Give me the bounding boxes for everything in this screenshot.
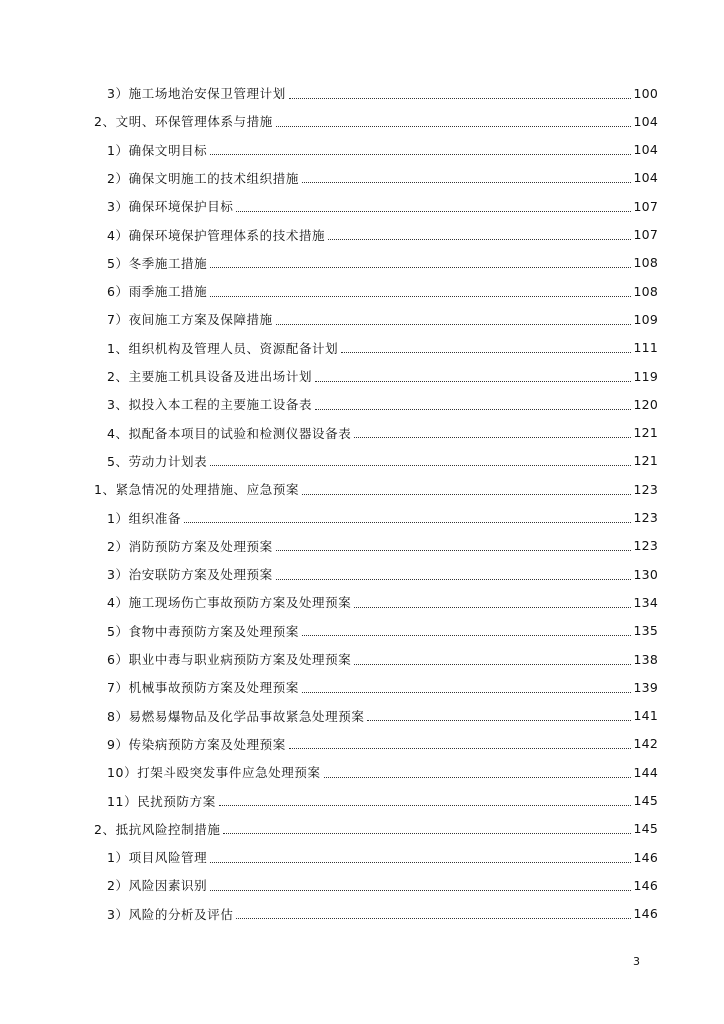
toc-leader-dots <box>276 579 631 580</box>
toc-entry-label: 1）确保文明目标 <box>107 142 208 158</box>
toc-leader-dots <box>223 833 630 834</box>
toc-entry-label: 1）组织准备 <box>107 510 182 526</box>
toc-leader-dots <box>289 98 631 99</box>
toc-entry[interactable] <box>107 733 658 755</box>
toc-entry-label: 3）治安联防方案及处理预案 <box>107 567 273 583</box>
toc-entry-page: 145 <box>633 821 658 837</box>
toc-entry-label: 4、拟配备本项目的试验和检测仪器设备表 <box>107 425 352 441</box>
toc-entry-page: 144 <box>633 764 658 780</box>
toc-entry-label: 5）食物中毒预防方案及处理预案 <box>107 623 299 639</box>
toc-entry-label: 5）冬季施工措施 <box>107 255 208 271</box>
toc-entry-page: 123 <box>633 481 658 497</box>
toc-entry-page: 146 <box>633 877 658 893</box>
toc-entry[interactable] <box>107 167 658 189</box>
toc-entry-page: 146 <box>633 906 658 922</box>
toc-entry-page: 142 <box>633 736 658 752</box>
toc-entry-page: 100 <box>633 85 658 101</box>
toc-entry[interactable] <box>107 620 658 642</box>
toc-entry-page: 134 <box>633 594 658 610</box>
toc-entry[interactable] <box>107 535 658 557</box>
toc-entry-label: 1）项目风险管理 <box>107 850 208 866</box>
toc-entry-label: 11）民扰预防方案 <box>107 793 216 809</box>
toc-leader-dots <box>276 550 631 551</box>
toc-leader-dots <box>341 352 630 353</box>
toc-leader-dots <box>302 692 631 693</box>
toc-entry-page: 121 <box>633 425 658 441</box>
toc-leader-dots <box>184 522 630 523</box>
toc-entry[interactable] <box>94 110 658 132</box>
toc-entry-label: 4）确保环境保护管理体系的技术措施 <box>107 227 326 243</box>
toc-entry-page: 109 <box>633 311 658 327</box>
toc-leader-dots <box>210 296 630 297</box>
toc-entry[interactable] <box>107 337 658 359</box>
toc-entry-page: 121 <box>633 453 658 469</box>
toc-entry-page: 123 <box>633 510 658 525</box>
toc-entry-page: 145 <box>633 793 658 808</box>
toc-entry[interactable] <box>107 195 658 217</box>
toc-entry[interactable] <box>107 280 658 302</box>
toc-entry[interactable] <box>107 648 658 670</box>
toc-entry[interactable] <box>107 846 658 868</box>
toc-entry-label: 2、主要施工机具设备及进出场计划 <box>107 369 313 384</box>
toc-entry-label: 3、拟投入本工程的主要施工设备表 <box>107 397 313 413</box>
toc-entry-label: 3）风险的分析及评估 <box>107 906 234 922</box>
toc-leader-dots <box>210 267 630 268</box>
toc-entry[interactable] <box>107 676 658 698</box>
toc-leader-dots <box>219 805 631 806</box>
toc-entry-label: 2、文明、环保管理体系与措施 <box>94 114 273 130</box>
toc-leader-dots <box>328 239 630 240</box>
toc-leader-dots <box>354 607 630 608</box>
toc-leader-dots <box>315 409 630 410</box>
toc-entry-label: 6）雨季施工措施 <box>107 284 208 300</box>
toc-entry-label: 4）施工现场伤亡事故预防方案及处理预案 <box>107 595 352 611</box>
toc-entry-label: 6）职业中毒与职业病预防方案及处理预案 <box>107 652 352 667</box>
toc-leader-dots <box>354 664 630 665</box>
toc-entry-label: 1、紧急情况的处理措施、应急预案 <box>94 482 300 498</box>
toc-entry-label: 2、抵抗风险控制措施 <box>94 821 221 837</box>
toc-leader-dots <box>210 154 630 155</box>
toc-entry-page: 107 <box>633 227 658 242</box>
toc-entry-label: 3）确保环境保护目标 <box>107 199 234 215</box>
toc-leader-dots <box>210 890 630 891</box>
toc-entry[interactable] <box>107 393 658 415</box>
toc-entry[interactable] <box>107 450 658 472</box>
toc-leader-dots <box>276 126 631 127</box>
toc-entry-page: 138 <box>633 651 658 667</box>
toc-leader-dots <box>210 862 630 863</box>
toc-leader-dots <box>289 748 631 749</box>
toc-leader-dots <box>302 635 631 636</box>
toc-entry[interactable] <box>107 252 658 274</box>
toc-leader-dots <box>302 182 631 183</box>
toc-entry-label: 3）施工场地治安保卫管理计划 <box>107 86 286 101</box>
toc-entry-page: 108 <box>633 283 658 299</box>
toc-entry[interactable] <box>107 563 658 585</box>
toc-entry-page: 111 <box>633 340 658 356</box>
toc-entry[interactable] <box>94 478 658 500</box>
toc-leader-dots <box>302 494 630 495</box>
toc-entry[interactable] <box>107 224 658 246</box>
toc-entry-page: 120 <box>633 396 658 412</box>
toc-entry-page: 146 <box>633 849 658 865</box>
toc-entry-label: 1、组织机构及管理人员、资源配备计划 <box>107 340 339 356</box>
toc-entry[interactable] <box>107 139 658 161</box>
toc-entry-label: 8）易燃易爆物品及化学品事故紧急处理预案 <box>107 708 365 724</box>
toc-entry-page: 119 <box>633 368 658 384</box>
toc-entry-label: 2）风险因素识别 <box>107 878 208 894</box>
toc-entry[interactable] <box>107 874 658 896</box>
toc-entry-page: 123 <box>633 538 658 554</box>
toc-entry-page: 141 <box>633 708 658 724</box>
toc-leader-dots <box>210 465 630 466</box>
toc-entry-page: 104 <box>633 142 658 158</box>
toc-entry-page: 104 <box>633 113 658 129</box>
toc-entry[interactable] <box>107 82 658 104</box>
toc-entry-page: 139 <box>633 679 658 695</box>
toc-entry-page: 135 <box>633 623 658 639</box>
toc-entry-label: 7）机械事故预防方案及处理预案 <box>107 680 299 696</box>
toc-entry-label: 9）传染病预防方案及处理预案 <box>107 736 286 752</box>
toc-leader-dots <box>324 777 631 778</box>
toc-entry[interactable] <box>107 761 658 783</box>
toc-entry-label: 2）消防预防方案及处理预案 <box>107 538 273 554</box>
toc-leader-dots <box>315 381 630 382</box>
toc-entry[interactable] <box>107 903 658 925</box>
toc-entry[interactable] <box>107 705 658 727</box>
toc-entry-page: 108 <box>633 255 658 271</box>
toc-entry-label: 5、劳动力计划表 <box>107 453 208 469</box>
toc-leader-dots <box>236 918 630 919</box>
toc-entry-page: 107 <box>633 198 658 214</box>
toc-entry-label: 7）夜间施工方案及保障措施 <box>107 312 273 328</box>
toc-entry[interactable] <box>107 591 658 613</box>
toc-entry[interactable] <box>107 365 658 387</box>
toc-leader-dots <box>354 437 630 438</box>
toc-entry[interactable] <box>107 507 658 529</box>
toc-entry-page: 130 <box>633 566 658 582</box>
toc-leader-dots <box>236 211 630 212</box>
toc-entry-page: 104 <box>633 170 658 186</box>
toc-leader-dots <box>276 324 631 325</box>
toc-entry[interactable] <box>107 308 658 330</box>
toc-entry[interactable] <box>94 818 658 840</box>
toc-entry-label: 2）确保文明施工的技术组织措施 <box>107 170 299 186</box>
page-number: 3 <box>633 955 640 968</box>
toc-entry[interactable] <box>107 422 658 444</box>
toc-entry-label: 10）打架斗殴突发事件应急处理预案 <box>107 765 321 781</box>
toc-entry[interactable] <box>107 790 658 812</box>
toc-leader-dots <box>367 720 630 721</box>
